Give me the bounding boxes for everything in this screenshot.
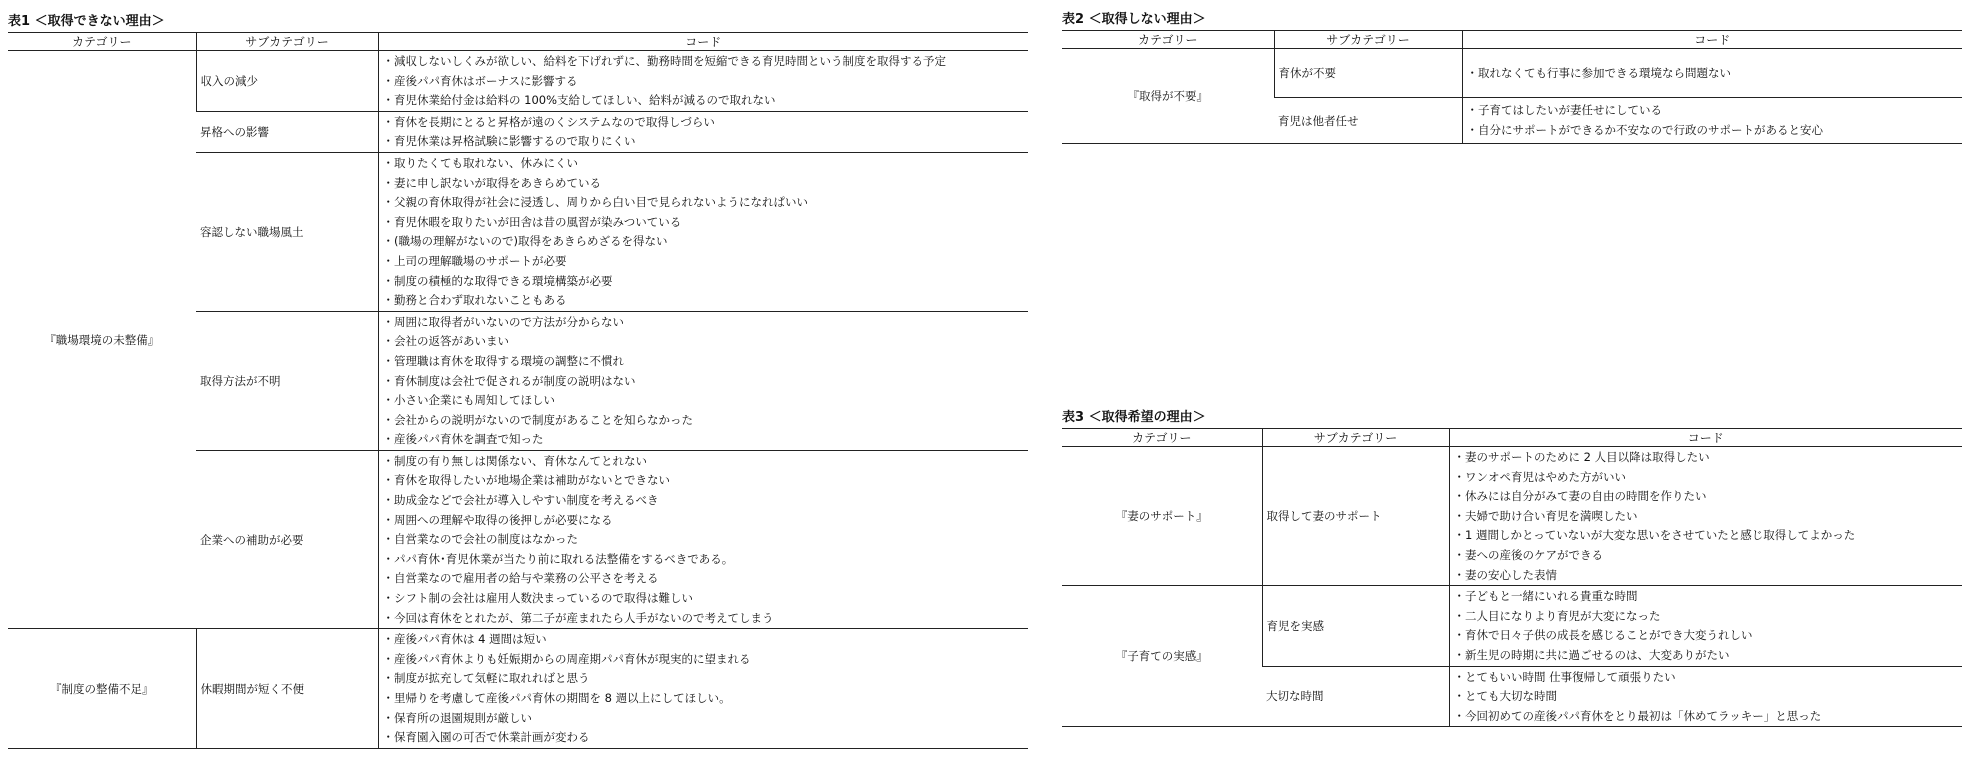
code-item: ・自分にサポートができるか不安なので行政のサポートがあると安心 <box>1466 123 1823 137</box>
code-item: ・会社からの説明がないので制度があることを知らなかった <box>382 412 693 427</box>
subcategory-cell: 取得して妻のサポート <box>1262 447 1449 586</box>
code-item: ・(職場の理解がないので)取得をあきらめざるを得ない <box>382 234 668 249</box>
code-item: ・上司の理解職場のサポートが必要 <box>382 253 567 268</box>
code-item: ・制度が拡充して気軽に取れればと思う <box>382 671 590 686</box>
code-item: ・里帰りを考慮して産後パパ育休の期間を 8 週以上にしてほしい。 <box>382 691 731 705</box>
code-item: ・自営業なので雇用者の給与や業務の公平さを考える <box>382 571 659 586</box>
code-cell <box>1449 666 1962 727</box>
category-cell: 『制度の整備不足』 <box>8 629 196 749</box>
code-item: ・育休で日々子供の成長を感じることができ大変うれしい <box>1453 628 1753 643</box>
subcategory-cell: 容認しない職場風土 <box>196 152 378 311</box>
table2-header-subcategory: サブカテゴリー <box>1274 31 1462 49</box>
code-item: ・小さい企業にも周知してほしい <box>382 393 555 408</box>
code-item: ・とても大切な時間 <box>1453 689 1557 704</box>
code-item: ・産後パパ育休よりも妊娠期からの周産期パパ育休が現実的に望まれる <box>382 651 751 666</box>
code-item: ・父親の育休取得が社会に浸透し、周りから白い目で見られないようになれぱいい <box>382 195 808 210</box>
code-item: ・ワンオペ育児はやめた方がいい <box>1453 469 1626 484</box>
subcategory-cell: 大切な時間 <box>1262 666 1449 727</box>
code-item: ・会社の返答があいまい <box>382 334 509 349</box>
code-item: ・子育てはしたいが妻任せにしている <box>1466 103 1662 118</box>
table-row <box>8 51 1028 112</box>
subcategory-cell: 育休が不要 <box>1274 49 1462 98</box>
subcategory-cell: 育児を実感 <box>1262 586 1449 666</box>
table-row <box>1062 447 1962 586</box>
subcategory-cell: 取得方法が不明 <box>196 311 378 450</box>
table2-header-code: コード <box>1462 31 1962 49</box>
code-item: ・妻のサポートのために 2 人目以降は取得したい <box>1453 450 1710 464</box>
table3-title: 表3 ＜取得希望の理由＞ <box>1062 410 1206 425</box>
code-item: ・シフト制の会社は雇用人数決まっているので取得は難しい <box>382 591 693 606</box>
table2-panel <box>1062 12 1962 144</box>
table3 <box>1062 428 1962 727</box>
table1-header-code: コード <box>378 33 1028 51</box>
subcategory-cell: 収入の減少 <box>196 51 378 112</box>
code-item: ・減収しないしくみが欲しい、給料を下げれずに、勤務時間を短縮できる育児時間という制度を取得する予定 <box>382 54 946 68</box>
table1-header-subcategory: サブカテゴリー <box>196 33 378 51</box>
code-item: ・育休を長期にとると昇格が遠のくシステムなので取得しづらい <box>382 114 715 129</box>
code-cell <box>1449 447 1962 586</box>
code-item: ・保育所の退園規則が厳しい <box>382 710 532 725</box>
category-cell: 『取得が不要』 <box>1062 49 1274 144</box>
category-cell: 『職場環境の未整備』 <box>8 51 196 629</box>
table3-panel <box>1062 410 1962 727</box>
code-item: ・制度の有り無しは関係ない、育休なんてとれない <box>382 453 647 468</box>
category-cell: 『子育ての実感』 <box>1062 586 1262 727</box>
code-item: ・育児休業給付金は給料の 100%支給してほしい、給料が減るので取れない <box>382 93 776 108</box>
code-item: ・1 週間しかとっていないが大変な思いをさせていたと感じ取得してよかった <box>1453 528 1856 543</box>
code-cell <box>1462 98 1962 144</box>
table1-title: 表1 ＜取得できない理由＞ <box>8 14 165 29</box>
table1-header-row <box>8 33 1028 51</box>
table-row <box>1062 49 1962 98</box>
code-item: ・勤務と合わず取れないこともある <box>382 293 567 308</box>
code-item: ・産後パパ育休はボーナスに影響する <box>382 73 578 88</box>
code-item: ・新生児の時期に共に過ごせるのは、大変ありがたい <box>1453 647 1730 662</box>
code-cell <box>378 111 1028 152</box>
code-item: ・パパ育休･育児休業が当たり前に取れる法整備をするべきである。 <box>382 551 734 566</box>
code-item: ・妻の安心した表情 <box>1453 567 1557 582</box>
code-item: ・自営業なので会社の制度はなかった <box>382 532 578 547</box>
code-item: ・管理職は育休を取得する環境の調整に不慣れ <box>382 353 624 368</box>
code-item: ・産後パパ育休を調査で知った <box>382 432 544 447</box>
code-item: ・育児休暇を取りたいが田舎は昔の風習が染みついている <box>382 214 682 229</box>
code-item: ・夫婦で助け合い育児を満喫したい <box>1453 508 1638 523</box>
code-item: ・とてもいい時間 仕事復帰して頑張りたい <box>1453 669 1676 684</box>
subcategory-cell: 昇格への影響 <box>196 111 378 152</box>
table3-header-subcategory: サブカテゴリー <box>1262 429 1449 447</box>
code-item: ・育休を取得したいが地場企業は補助がないとできない <box>382 473 670 488</box>
code-item: ・周囲への理解や取得の後押しが必要になる <box>382 512 613 527</box>
code-cell <box>378 51 1028 112</box>
table2-header-category: カテゴリー <box>1062 31 1274 49</box>
code-item: ・育児休業は昇格試験に影響するので取りにくい <box>382 134 636 149</box>
table-row <box>1062 586 1962 666</box>
table1 <box>8 32 1028 749</box>
code-cell <box>378 629 1028 749</box>
code-cell <box>1449 586 1962 666</box>
code-cell <box>378 311 1028 450</box>
table2-header-row <box>1062 31 1962 49</box>
subcategory-cell: 企業への補助が必要 <box>196 450 378 628</box>
code-item: ・今回は育休をとれたが、第二子が産まれたら人手がないので考えてしまう <box>382 610 774 625</box>
code-item: ・周囲に取得者がいないので方法が分からない <box>382 314 624 329</box>
table3-header-code: コード <box>1449 429 1962 447</box>
code-cell <box>378 152 1028 311</box>
code-item: ・制度の積極的な取得できる環境構築が必要 <box>382 273 613 288</box>
table3-header-category: カテゴリー <box>1062 429 1262 447</box>
code-item: ・産後パパ育休は 4 週間は短い <box>382 632 547 647</box>
code-item: ・今回初めての産後パパ育休をとり最初は「休めてラッキー」と思った <box>1453 708 1822 723</box>
code-item: ・取れなくても行事に参加できる環境なら問題ない <box>1466 65 1731 80</box>
subcategory-cell: 休暇期間が短く不便 <box>196 629 378 749</box>
code-cell <box>1462 49 1962 98</box>
subcategory-cell: 育児は他者任せ <box>1274 98 1462 144</box>
table1-panel <box>8 14 1028 749</box>
code-item: ・妻への産後のケアができる <box>1453 547 1603 562</box>
code-cell <box>378 450 1028 628</box>
table3-header-row <box>1062 429 1962 447</box>
code-item: ・保育園入園の可否で休業計画が変わる <box>382 730 590 745</box>
table-row <box>8 629 1028 749</box>
code-item: ・取りたくても取れない、休みにくい <box>382 155 578 170</box>
category-cell: 『妻のサポート』 <box>1062 447 1262 586</box>
table2-title: 表2 ＜取得しない理由＞ <box>1062 12 1206 27</box>
table1-header-category: カテゴリー <box>8 33 196 51</box>
code-item: ・妻に申し訳ないが取得をあきらめている <box>382 175 601 190</box>
code-item: ・助成金などで会社が導入しやすい制度を考えるべき <box>382 493 659 508</box>
code-item: ・二人目になりより育児が大変になった <box>1453 608 1661 623</box>
table2 <box>1062 30 1962 144</box>
code-item: ・子どもと一緒にいれる貴重な時間 <box>1453 589 1638 604</box>
code-item: ・育休制度は会社で促されるが制度の説明はない <box>382 373 636 388</box>
code-item: ・休みには自分がみて妻の自由の時間を作りたい <box>1453 489 1707 504</box>
